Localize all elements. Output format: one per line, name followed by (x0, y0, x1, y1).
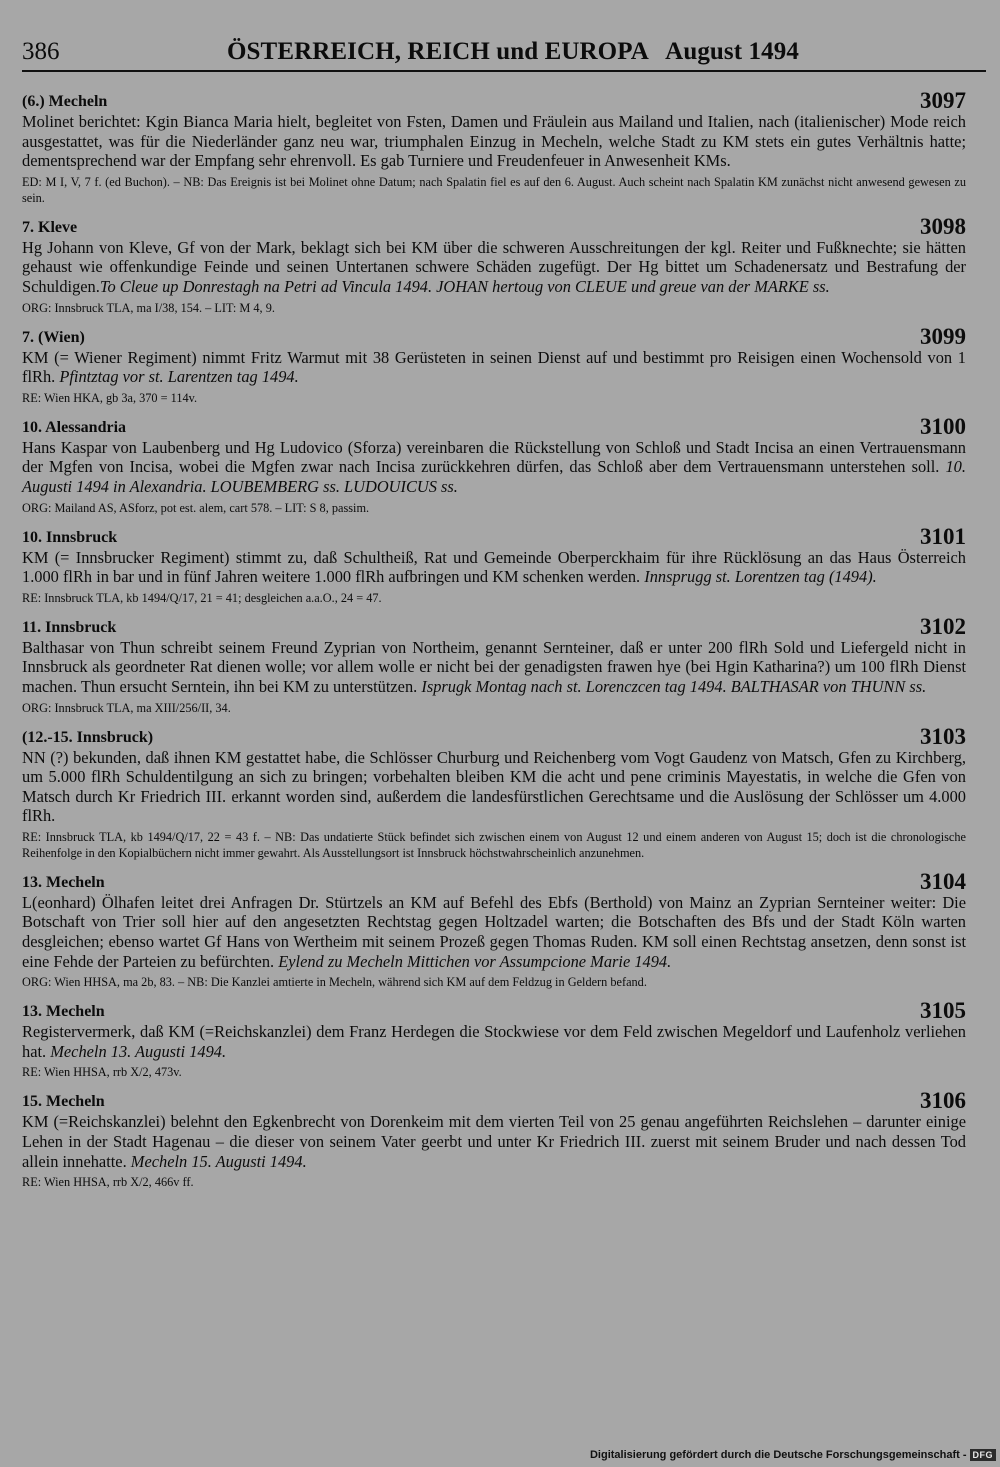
entry-source-note: RE: Wien HHSA, rrb X/2, 473v. (22, 1065, 182, 1080)
entry-source-note: ORG: Wien HHSA, ma 2b, 83. – NB: Die Kanzlei amtierte in Mecheln, während sich KM auf dem Feldzug in Geldern befand. (22, 975, 647, 990)
entry-date: 10. Alessandria (22, 418, 127, 436)
entry-number: 3105 (920, 998, 966, 1024)
entry-3104 (22, 868, 966, 990)
entry-text: Hg Johann von Kleve, Gf von der Mark, beklagt sich bei KM über die schweren Ausschreitungen der kgl. Reiter und Fußknechte; sie hätten gehaust wie offenkundige Feinde und seinen Untertanen schwere Schäden zugefügt. Der Hg bittet um Schadenersatz und Bestrafung der Schuldigen.To Cleue up Donrestagh na Petri ad Vincula 1494. JOHAN hertoug von CLEUE und greue van der MARKE ss. (22, 237, 966, 296)
entry-number: 3098 (920, 213, 966, 239)
entry-3102 (22, 613, 966, 716)
entry-text: Balthasar von Thun schreibt seinem Freund Zyprian von Northeim, genannt Sernteiner, daß er unter 200 flRh Sold und Liefergeld nicht in Innsbruck als geordneter Rat dienen wolle; vor allem wolle er nicht bei der genadigsten frawen hye (bei Hgin Katharina?) um 100 flRh Dienst machen. Thun ersucht Serntein, ihn bei KM zu unterstützen. Isprugk Montag nach st. Lorenczcen tag 1494. BALTHASAR von THUNN ss. (22, 637, 966, 696)
entry-date: 10. Innsbruck (22, 528, 118, 546)
entry-source-note: ORG: Innsbruck TLA, ma I/38, 154. – LIT: M 4, 9. (22, 300, 275, 315)
entry-text: KM (= Wiener Regiment) nimmt Fritz Warmut mit 38 Gerüsteten in seinen Dienst auf und bestimmt pro Reisigen einen Wochensold von 1 flRh. Pfintztag vor st. Larentzen tag 1494. (22, 347, 966, 387)
entry-3106 (22, 1090, 966, 1190)
entry-date: 7. (Wien) (22, 328, 85, 346)
header-rule (22, 70, 986, 72)
entry-source-note: ORG: Innsbruck TLA, ma XIII/256/II, 34. (22, 700, 231, 715)
entry-date: 7. Kleve (22, 218, 78, 236)
dfg-logo-icon: DFG (970, 1449, 997, 1461)
entry-source-note: ORG: Mailand AS, ASforz, pot est. alem, cart 578. – LIT: S 8, passim. (22, 500, 370, 515)
entry-number: 3100 (920, 413, 966, 439)
entry-date: (6.) Mecheln (22, 93, 108, 110)
entry-text: Hans Kaspar von Laubenberg und Hg Ludovico (Sforza) vereinbaren die Rückstellung von Schloß und Stadt Incisa an einen Vertrauensmann der Mgfen von Incisa, wobei die Mgfen zwar nach Incisa zurückkehren dürfen, das Schloß aber dem Vertrauensmann unterstehen soll. 10. Augusti 1494 in Alexandria. LOUBEMBERG ss. LUDOUICUS ss. (22, 437, 966, 496)
entry-source-note: RE: Wien HKA, gb 3a, 370 = 114v. (22, 390, 198, 405)
entry-text: Molinet berichtet: Kgin Bianca Maria hielt, begleitet von Fsten, Damen und Fräulein aus Mailand und Italien, nach (italienischer) Mode reich ausgestattet, was für die Niederländer ganz neu war, triumphalen Einzug in Mecheln, welche Stadt zu KM stets ein gutes Verhältnis hatte; dementsprechend war der Empfang sehr ehrenvoll. Es gab Turniere und Freudenfeuer in Anwesenheit KMs. (22, 112, 966, 171)
page-header (22, 0, 966, 70)
entry-number: 3097 (920, 88, 966, 113)
running-title: ÖSTERREICH, REICH und EUROPA August 1494 (227, 38, 799, 65)
entry-3099 (22, 323, 966, 406)
entry-3105 (22, 1000, 966, 1080)
entry-source-note: RE: Wien HHSA, rrb X/2, 466v ff. (22, 1175, 194, 1190)
entry-3100 (22, 413, 966, 516)
credit-text: Digitalisierung gefördert durch die Deutsche Forschungsgemeinschaft - (589, 1449, 967, 1461)
entry-text: KM (=Reichskanzlei) belehnt den Egkenbrecht von Dorenkeim mit dem vierten Teil von 25 genau angeführten Reichslehen – darunter einige Lehen in der Stadt Hagenau – die dieser von seinem Vater geerbt und unter Kr Friedrich III. zuerst mit seinem Bruder und nach dessen Tod allein innehatte. Mecheln 15. Augusti 1494. (22, 1112, 966, 1171)
entry-text: KM (= Innsbrucker Regiment) stimmt zu, daß Schultheiß, Rat und Gemeinde Oberperckhaim für ihre Rücklösung an das Haus Österreich 1.000 flRh in bar und in fünf Jahren weitere 1.000 flRh aufbringen und KM schenken werden. Innsprugg st. Lorentzen tag (1494). (22, 547, 966, 587)
entry-number: 3104 (920, 868, 966, 894)
entry-text: L(eonhard) Ölhafen leitet drei Anfragen Dr. Stürtzels an KM auf Befehl des Ebfs (Berthold) von Mainz an Zyprian Sernteiner weiter: Die Botschaft von Trier soll hier auf den angesetzten Rechtstag gegen Holtzadel warten; die Botschaften des Bfs und der Stadt Köln warten desgleichen; ebenso wartet Gf Hans von Wertheim mit seinem Prozeß gegen Thomas Ruden. KM soll einen Rechtstag ansetzen, denn sonst ist eine Fehde der Parteien zu befürchten. Eylend zu Mecheln Mittichen vor Assumpcione Marie 1494. (22, 892, 966, 971)
entry-number: 3106 (920, 1088, 966, 1114)
entry-number: 3101 (920, 523, 966, 549)
entry-source-note: RE: Innsbruck TLA, kb 1494/Q/17, 21 = 41; desgleichen a.a.O., 24 = 47. (22, 590, 382, 605)
page-number: 386 (22, 38, 60, 65)
entry-date: 15. Mecheln (22, 1093, 105, 1111)
entry-number: 3103 (920, 723, 966, 749)
document-page (22, 0, 966, 1190)
entry-text: NN (?) bekunden, daß ihnen KM gestattet habe, die Schlösser Churburg und Reichenberg vom Vogt Gaudenz von Matsch, Gfen zu Kirchberg, um 5.000 flRh Schuldentilgung an sich zu bringen; vorbehalten bleiben KM die acht und pene criminis Mayestatis, in welche die Gfen von Matsch durch Kr Friedrich III. erkannt worden sind, außerdem die landesfürstlichen Gerechtsame und die Auslösung der Schlösser um 4.000 flRh. (22, 747, 966, 826)
entry-3098 (22, 213, 966, 316)
entry-number: 3102 (920, 613, 966, 639)
entry-text: Registervermerk, daß KM (=Reichskanzlei) dem Franz Herdegen die Stockwiese vor dem Feld zwischen Megeldorf und Laufenholz verliehen hat. Mecheln 13. Augusti 1494. (22, 1022, 966, 1061)
entry-number: 3099 (920, 323, 966, 349)
entries-list (22, 90, 966, 1200)
entry-source-note: RE: Innsbruck TLA, kb 1494/Q/17, 22 = 43 f. – NB: Das undatierte Stück befindet sich zwischen einem von August 12 und einem anderen von August 15; doch ist die chronologische Reihenfolge in den Kopialbüchern nicht immer gewahrt. Als Ausstellungsort ist Innsbruck höchstwahrscheinlich anzunehmen. (22, 829, 966, 860)
entry-3101 (22, 523, 966, 606)
entry-date: 11. Innsbruck (22, 618, 117, 636)
entry-source-note: ED: M I, V, 7 f. (ed Buchon). – NB: Das Ereignis ist bei Molinet ohne Datum; nach Spalatin fiel es auf den 6. August. Auch scheint nach Spalatin KM zunächst nicht anwesend gewesen zu sein. (22, 174, 966, 205)
digitization-credit (590, 1449, 996, 1461)
entry-date: 13. Mecheln (22, 1003, 105, 1021)
entry-date: 13. Mecheln (22, 873, 105, 891)
entry-date: (12.-15. Innsbruck) (22, 728, 154, 746)
entry-3097 (22, 90, 966, 206)
entry-3103 (22, 723, 966, 861)
